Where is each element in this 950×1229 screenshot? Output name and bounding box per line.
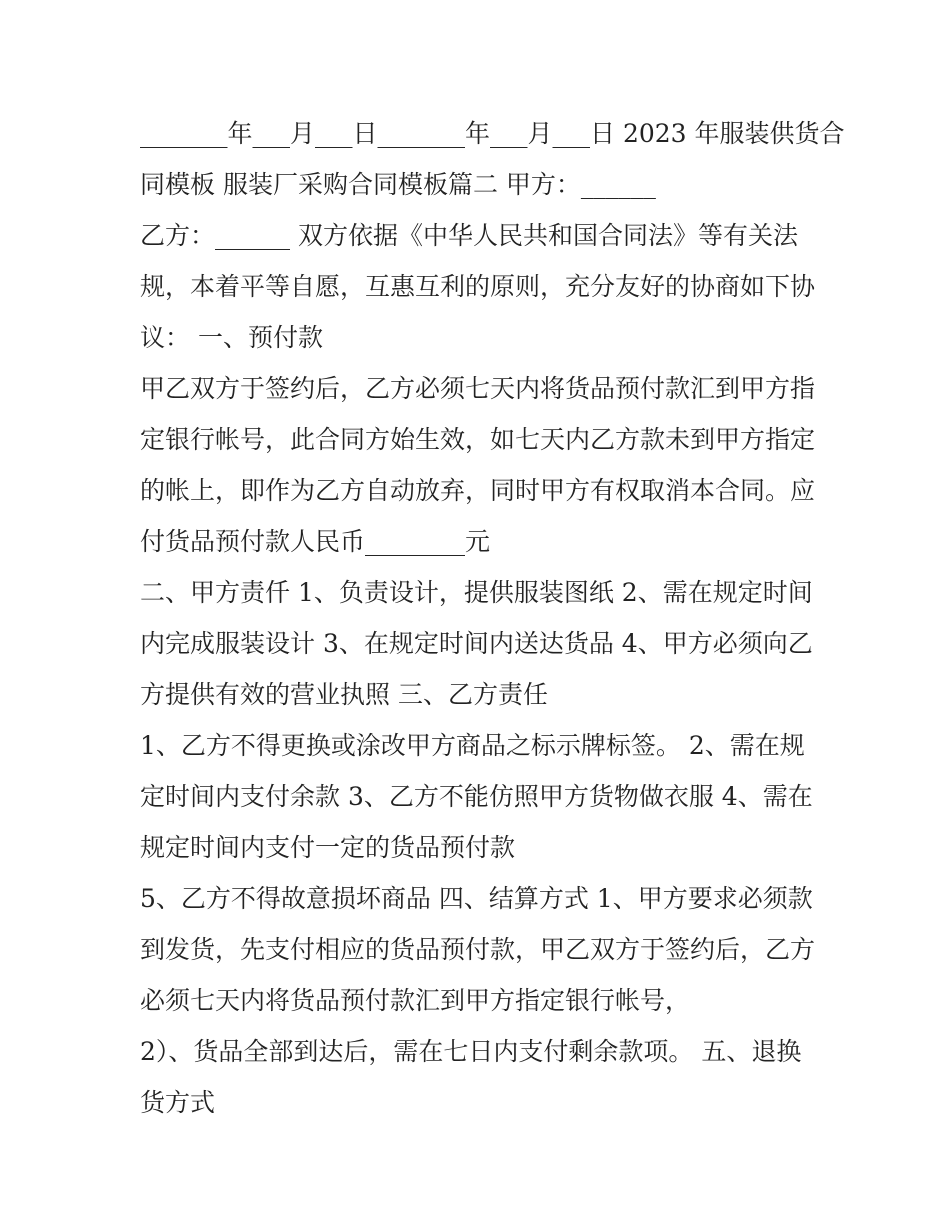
text-line: 议： 一、预付款 (140, 323, 323, 352)
text-line: 2）、货品全部到达后，需在七日内支付剩余款项。 五、退换 (140, 1037, 802, 1066)
text-line: 内完成服装设计 3、在规定时间内送达货品 4、甲方必须向乙 (140, 629, 813, 658)
text-line: 定时间内支付余款 3、乙方不能仿照甲方货物做衣服 4、需在 (140, 782, 813, 811)
text-line: 甲乙双方于签约后，乙方必须七天内将货品预付款汇到甲方指 (140, 374, 816, 403)
text-line: 必须七天内将货品预付款汇到甲方指定银行帐号， (140, 986, 691, 1015)
text-line: 付货品预付款人民币________元 (140, 527, 491, 556)
text-line: 1、乙方不得更换或涂改甲方商品之标示牌标签。 2、需在规 (140, 731, 805, 760)
text-line: 同模板 服装厂采购合同模板篇二 甲方：______ (140, 170, 656, 199)
text-line: 的帐上，即作为乙方自动放弃，同时甲方有权取消本合同。应 (140, 476, 816, 505)
text-line: 规定时间内支付一定的货品预付款 (140, 833, 516, 862)
text-line: 到发货，先支付相应的货品预付款，甲乙双方于签约后，乙方 (140, 935, 816, 964)
text-line: 定银行帐号，此合同方始生效，如七天内乙方款未到甲方指定 (140, 425, 816, 454)
text-line: 二、甲方责仟 1、负责设计，提供服装图纸 2、需在规定时间 (140, 578, 813, 607)
contract-body-text (140, 108, 845, 1128)
text-line: 乙方：______ 双方依据《中华人民共和国合同法》等有关法 (140, 221, 798, 250)
text-line: _______年___月___日_______年___月___日 2023 年服装供货合 (140, 119, 845, 148)
text-line: 方提供有效的营业执照 三、乙方责任 (140, 680, 548, 709)
text-line: 5、乙方不得故意损坏商品 四、结算方式 1、甲方要求必须款 (140, 884, 813, 913)
text-line: 货方式 (140, 1088, 216, 1117)
text-line: 规，本着平等自愿，互惠互利的原则，充分友好的协商如下协 (140, 272, 816, 301)
